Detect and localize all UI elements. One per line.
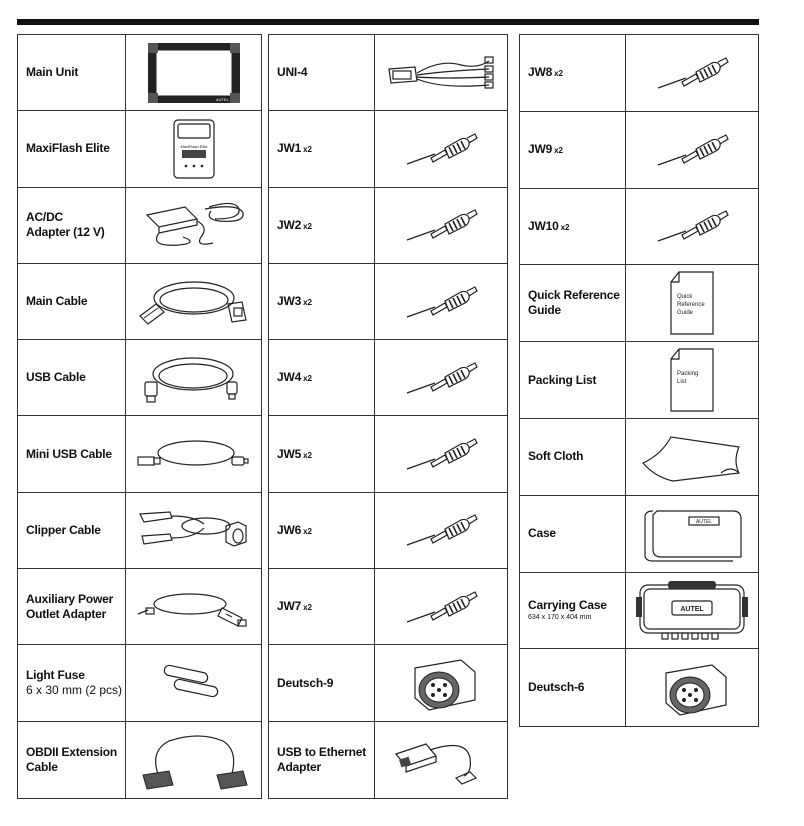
part-name-line [528,598,625,613]
part-name: USB Cable [26,370,86,385]
parts-row [520,189,758,266]
part-name-line [528,219,625,234]
part-name-line [26,210,125,240]
part-quantity: x2 [560,222,570,232]
part-name-line [528,526,625,541]
part-label-cell [269,416,375,491]
parts-row [18,645,261,721]
parts-row [269,188,507,264]
svg-text:AUTEL: AUTEL [695,518,713,525]
part-quantity: x2 [303,298,312,308]
mini-usb-cable-icon [126,416,261,491]
part-name-line [26,294,125,309]
jumper-wire-icon [626,189,758,265]
part-name-line [277,294,374,309]
part-label-cell [520,419,626,495]
part-name-line [277,745,374,775]
part-name: Case [528,526,556,541]
part-label-cell [520,649,626,726]
parts-row [18,35,261,111]
deutsch-connector-icon [626,649,758,726]
part-label-cell [520,496,626,572]
part-quantity: x2 [554,146,563,156]
parts-row [18,416,261,492]
part-name-line [277,141,374,156]
part-name-line [277,599,374,614]
part-name-line [528,373,625,388]
part-name: Deutsch-6 [528,680,585,695]
part-name: Packing List [528,372,597,387]
svg-text:List: List [677,379,687,386]
parts-row [520,496,758,573]
part-name-line [528,142,625,157]
parts-row [18,188,261,264]
parts-row [269,111,507,187]
part-label-cell [269,111,375,186]
part-label-cell [18,188,126,263]
part-label-cell [18,645,126,720]
parts-row [520,342,758,419]
part-name-line [26,592,125,622]
parts-row [18,264,261,340]
part-name: JW6 [277,522,302,537]
part-quantity: x2 [303,221,312,231]
part-name-line [26,370,125,385]
part-name: Quick Reference Guide [528,288,620,318]
part-detail: 6 x 30 mm (2 pcs) [26,683,123,698]
deutsch-connector-icon [375,645,507,720]
vci-box-icon [126,111,261,186]
part-name: Main Cable [26,294,88,309]
part-label-cell [269,645,375,720]
parts-row [520,265,758,342]
part-name: MaxiFlash Elite [26,141,110,156]
parts-row [269,645,507,721]
svg-text:Quick: Quick [677,294,693,301]
tablet-icon [126,35,261,110]
clipper-cable-icon [126,493,261,568]
obd-extension-cable-icon [126,722,261,798]
part-name: JW2 [277,217,302,232]
part-label-cell [269,188,375,263]
parts-row [269,340,507,416]
part-label-cell [18,722,126,798]
svg-text:AUTEL: AUTEL [680,606,704,614]
case-icon [626,496,758,572]
part-name-line [26,65,125,80]
parts-row [520,112,758,189]
part-label-cell [269,722,375,798]
part-name: Carrying Case [528,597,607,612]
part-name: JW5 [277,446,302,461]
part-name: JW7 [277,599,302,614]
jumper-wire-icon [375,416,507,491]
parts-row [520,573,758,650]
part-name: USB to Ethernet Adapter [277,744,367,774]
part-name-line [528,65,625,80]
part-label-cell [520,265,626,341]
svg-text:MaxiFlash Elite: MaxiFlash Elite [179,143,208,149]
part-name: UNI-4 [277,65,308,80]
part-label-cell [18,569,126,644]
part-name-line [26,668,125,683]
part-name-line [26,745,125,775]
part-quantity: x2 [303,374,312,384]
part-quantity: x2 [303,450,312,460]
part-name: JW4 [277,370,302,385]
part-name-line [277,676,374,691]
parts-column-1 [17,34,262,799]
part-name: Deutsch-9 [277,675,334,690]
parts-row [269,35,507,111]
jumper-wire-icon [375,111,507,186]
part-name-line [26,523,125,538]
part-name-line [528,680,625,695]
parts-row [269,264,507,340]
part-label-cell [520,342,626,418]
part-name: OBDII Extension Cable [26,744,118,774]
part-label-cell [520,35,626,111]
parts-row [18,111,261,187]
svg-text:Guide: Guide [677,310,694,317]
part-name-line [528,288,625,318]
parts-row [18,340,261,416]
part-name-line [277,218,374,233]
power-adapter-icon [126,188,261,263]
part-label-cell [269,35,375,110]
part-name-line [528,449,625,464]
parts-column-3 [519,34,759,727]
svg-text:Packing: Packing [677,371,699,378]
parts-row [269,569,507,645]
document-icon [626,342,758,418]
part-label-cell [520,573,626,649]
svg-text:Reference: Reference [677,302,705,309]
parts-row [520,419,758,496]
jumper-wire-icon [626,112,758,188]
parts-row [269,493,507,569]
part-label-cell [269,569,375,644]
part-name: Soft Cloth [528,449,584,464]
part-label-cell [269,493,375,568]
part-quantity: x2 [303,603,312,613]
part-label-cell [520,189,626,265]
part-label-cell [269,264,375,339]
part-quantity: x2 [303,145,312,155]
part-label-cell [18,493,126,568]
part-name: JW9 [528,142,553,157]
part-name: JW8 [528,65,553,80]
jumper-wire-icon [375,188,507,263]
part-quantity: x2 [554,69,563,79]
part-name: Mini USB Cable [26,446,112,461]
unit-logo-text: AUTEL [215,96,229,102]
part-label-cell [18,111,126,186]
usb-cable-icon [126,340,261,415]
part-quantity: x2 [303,526,312,536]
carrying-case-icon [626,573,758,649]
cloth-icon [626,419,758,495]
jumper-wire-icon [375,340,507,415]
main-cable-icon [126,264,261,339]
part-name: JW1 [277,141,302,156]
parts-row [520,649,758,726]
jumper-wire-icon [626,35,758,111]
part-name: JW3 [277,294,302,309]
document-icon [626,265,758,341]
part-label-cell [269,340,375,415]
part-name: AC/DC Adapter (12 V) [26,210,105,240]
part-label-cell [18,35,126,110]
part-name: Main Unit [26,65,79,80]
part-name-line [26,141,125,156]
parts-row [269,722,507,798]
part-name: Light Fuse [26,668,85,683]
part-name: JW10 [528,218,559,233]
parts-row [520,35,758,112]
part-name-line [277,65,374,80]
part-label-cell [18,416,126,491]
parts-row [18,493,261,569]
jumper-wire-icon [375,493,507,568]
jumper-wire-icon [375,569,507,644]
part-name-line [277,447,374,462]
part-name: Clipper Cable [26,522,101,537]
parts-row [18,722,261,798]
part-label-cell [18,340,126,415]
part-label-cell [18,264,126,339]
uni4-cable-icon [375,35,507,110]
part-name-line [277,370,374,385]
jumper-wire-icon [375,264,507,339]
top-rule [17,19,759,25]
parts-column-2 [268,34,508,799]
part-detail: 634 x 170 x 404 mm [528,613,592,621]
parts-row [18,569,261,645]
part-name: Auxiliary Power Outlet Adapter [26,591,114,621]
part-label-cell [520,112,626,188]
part-name-line [277,523,374,538]
usb-ethernet-adapter-icon [375,722,507,798]
fuse-icon [126,645,261,720]
aux-power-adapter-icon [126,569,261,644]
part-name-line [26,447,125,462]
parts-row [269,416,507,492]
